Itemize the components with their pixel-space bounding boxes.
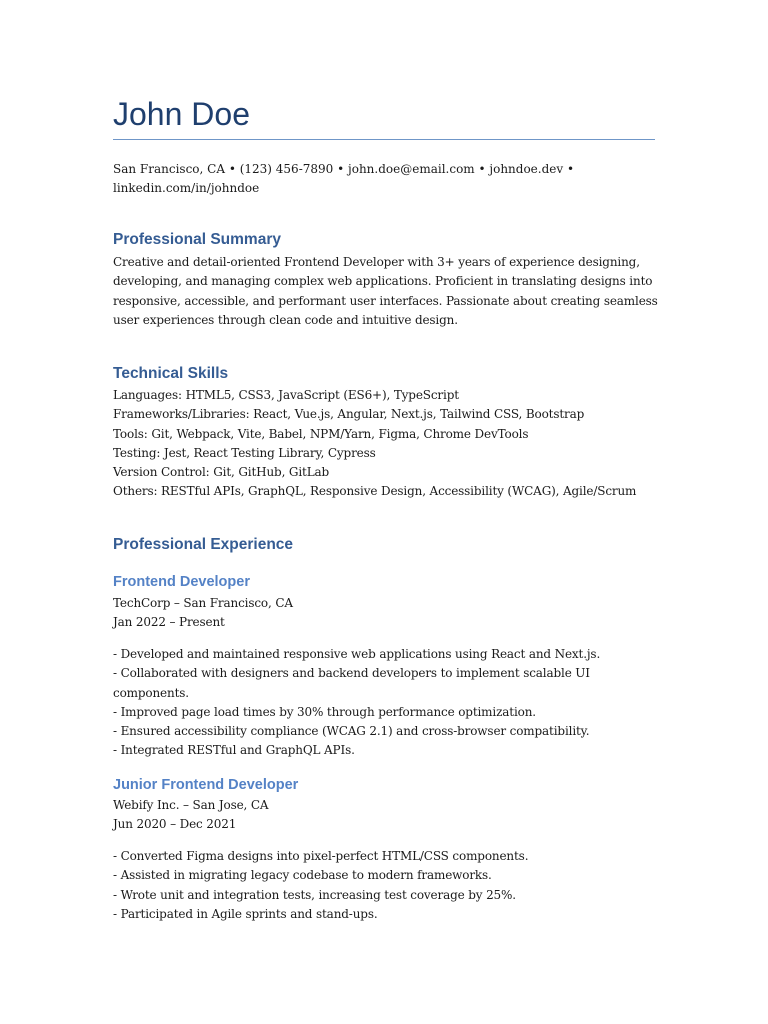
candidate-name: John Doe <box>113 96 250 132</box>
skill-line: Version Control: Git, GitHub, GitLab <box>113 465 330 480</box>
job-bullet: - Integrated RESTful and GraphQL APIs. <box>113 743 355 758</box>
summary-text: Creative and detail-oriented Frontend Developer with 3+ years of experience designing, developing, and managing complex web applications. Proficient in translating designs into responsive, accessible, and performant user interfaces. Passionate about creating seamless user experiences through clean code and intuitive design. <box>113 255 658 327</box>
skill-line: Frameworks/Libraries: React, Vue.js, Angular, Next.js, Tailwind CSS, Bootstrap <box>113 407 585 422</box>
job-bullet: - Improved page load times by 30% through performance optimization. <box>113 704 536 719</box>
job-bullet: - Assisted in migrating legacy codebase to modern frameworks. <box>113 868 492 883</box>
header-divider <box>113 139 655 140</box>
job-title-frontend-developer: Frontend Developer <box>113 574 250 590</box>
job-bullets <box>113 847 658 924</box>
skill-line: Testing: Jest, React Testing Library, Cypress <box>113 445 376 460</box>
job-meta <box>113 796 658 835</box>
job-bullets <box>113 645 658 761</box>
job-dates: Jun 2020 – Dec 2021 <box>113 817 237 832</box>
summary-heading: Professional Summary <box>113 231 281 248</box>
skill-line: Languages: HTML5, CSS3, JavaScript (ES6+), TypeScript <box>113 388 459 402</box>
job-company: Webify Inc. – San Jose, CA <box>113 798 269 812</box>
job-company: TechCorp – San Francisco, CA <box>113 596 293 610</box>
job-meta <box>113 594 658 633</box>
job-bullet: - Converted Figma designs into pixel-perfect HTML/CSS components. <box>113 849 529 863</box>
skills-heading: Technical Skills <box>113 365 229 382</box>
job-bullet: - Wrote unit and integration tests, increasing test coverage by 25%. <box>113 887 516 902</box>
job-bullet: - Participated in Agile sprints and stand-ups. <box>113 906 378 921</box>
skills-list <box>113 386 658 502</box>
skill-line: Others: RESTful APIs, GraphQL, Responsive Design, Accessibility (WCAG), Agile/Scrum <box>113 484 637 499</box>
job-dates: Jan 2022 – Present <box>113 615 225 630</box>
contact-info: San Francisco, CA • (123) 456-7890 • john.doe@email.com • johndoe.dev • linkedin.com/in/johndoe <box>113 162 575 195</box>
experience-heading: Professional Experience <box>113 536 294 553</box>
skill-line: Tools: Git, Webpack, Vite, Babel, NPM/Yarn, Figma, Chrome DevTools <box>113 426 529 441</box>
job-bullet: - Developed and maintained responsive web applications using React and Next.js. <box>113 647 601 661</box>
job-bullet: - Collaborated with designers and backend developers to implement scalable UI components. <box>113 666 590 700</box>
job-bullet: - Ensured accessibility compliance (WCAG 2.1) and cross-browser compatibility. <box>113 724 590 739</box>
job-title-junior-frontend-developer: Junior Frontend Developer <box>113 777 299 793</box>
